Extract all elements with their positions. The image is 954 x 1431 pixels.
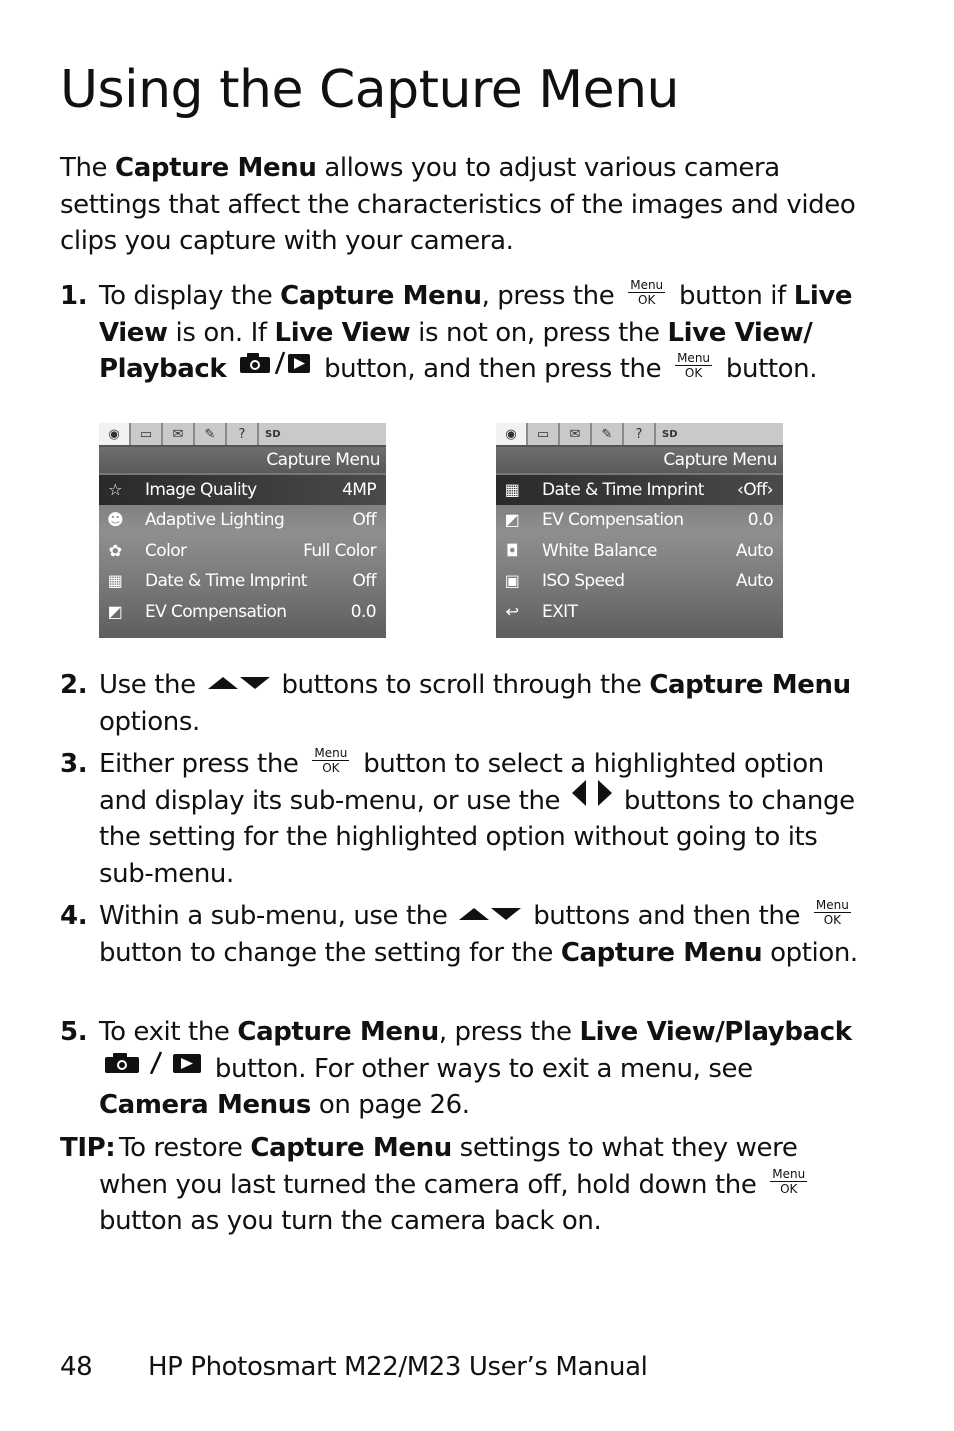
- step-number: 3.: [60, 749, 88, 779]
- step-number: 5.: [60, 1017, 88, 1047]
- menu-ok-icon: Menu OK: [815, 898, 849, 927]
- ev-compensation-icon: ◩: [504, 510, 520, 530]
- menu-row: ◩ EV Compensation 0.0: [99, 597, 386, 627]
- live-view-playback-icon: [103, 1048, 203, 1085]
- white-balance-icon: ◘: [505, 540, 519, 560]
- menu-tabs: [496, 423, 783, 447]
- color-icon: ✿: [108, 540, 122, 560]
- menu-row: ☆ Image Quality 4MP: [99, 475, 386, 505]
- ev-compensation-icon: ◩: [107, 601, 123, 621]
- menu-list: [99, 475, 386, 638]
- menu-ok-icon: Menu OK: [630, 278, 664, 307]
- menu-row: ◘ White Balance Auto: [496, 536, 783, 566]
- date-imprint-icon: ▦: [107, 571, 123, 591]
- live-view-playback-icon: [238, 348, 312, 385]
- menu-row: ▣ ISO Speed Auto: [496, 566, 783, 596]
- up-down-arrows-icon: [459, 895, 521, 932]
- step-2: 2. Use the buttons to scroll through the Capture Menu options.: [60, 667, 860, 740]
- step-3: 3. Either press the Menu OK button to select a highlighted option and display its sub-menu, or use the buttons to change the setting for the highlighted option without going to its sub-menu.: [60, 746, 855, 889]
- step-number: 1.: [60, 281, 88, 311]
- intro-paragraph: The Capture Menu allows you to adjust various camera settings that affect the characteristics of the images and video clips you capture with your camera.: [60, 153, 856, 256]
- playback-tab-icon: ▭: [131, 423, 163, 445]
- menu-row: ▦ Date & Time Imprint ‹Off›: [496, 475, 783, 505]
- exit-icon: ↩: [505, 601, 519, 621]
- menu-row: ↩ EXIT: [496, 597, 783, 627]
- step-5: 5. To exit the Capture Menu, press the Live View/Playback button. For other ways to exit a menu, see Camera Menus on page 26.: [60, 1014, 860, 1124]
- step-number: 4.: [60, 901, 88, 931]
- menu-ok-icon: Menu OK: [677, 351, 711, 380]
- iso-icon: ▣: [504, 571, 520, 591]
- menu-row: ◩ EV Compensation 0.0: [496, 505, 783, 535]
- share-tab-icon: ✉: [163, 423, 195, 445]
- setup-tab-icon: ✎: [592, 423, 624, 445]
- tip: TIP: To restore Capture Menu settings to what they were when you last turned the camera off, hold down the Menu OK button as you turn the camera back on.: [60, 1130, 860, 1240]
- menu-tabs: [99, 423, 386, 447]
- menu-ok-icon: Menu OK: [772, 1166, 806, 1196]
- date-imprint-icon: ▦: [504, 480, 520, 499]
- menu-ok-icon: Menu OK: [314, 746, 348, 775]
- setup-tab-icon: ✎: [195, 423, 227, 445]
- capture-menu-screen-1: [99, 423, 386, 638]
- help-tab-icon: ?: [624, 423, 656, 445]
- step-number: 2.: [60, 670, 88, 700]
- camera-tab-icon: ◉: [496, 423, 528, 445]
- screen-header: Capture Menu: [496, 447, 783, 473]
- screen-header: Capture Menu: [99, 447, 386, 473]
- capture-menu-screen-2: [496, 423, 783, 638]
- camera-tab-icon: ◉: [99, 423, 131, 445]
- manual-title: HP Photosmart M22/M23 User’s Manual: [148, 1352, 648, 1382]
- page-number: 48: [60, 1352, 93, 1382]
- playback-tab-icon: ▭: [528, 423, 560, 445]
- menu-row: ☻ Adaptive Lighting Off: [99, 505, 386, 535]
- step-1: 1. To display the Capture Menu, press the Menu OK button if Live View is on. If Live View is not on, press the Live View/ Playback button, and then press the Menu OK button.: [60, 278, 853, 384]
- menu-list: [496, 475, 783, 638]
- page-title: Using the Capture Menu: [60, 60, 680, 120]
- sd-card-icon: SD: [662, 428, 678, 440]
- tip-label: TIP:: [60, 1133, 116, 1163]
- help-tab-icon: ?: [227, 423, 259, 445]
- up-down-arrows-icon: [208, 664, 270, 701]
- star-icon: ☆: [108, 480, 122, 499]
- adaptive-lighting-icon: ☻: [106, 510, 124, 530]
- step-4: 4. Within a sub-menu, use the buttons and then the Menu OK button to change the setting for the Capture Menu option.: [60, 898, 860, 971]
- share-tab-icon: ✉: [560, 423, 592, 445]
- sd-card-icon: SD: [265, 428, 281, 440]
- menu-row: ▦ Date & Time Imprint Off: [99, 566, 386, 596]
- left-right-arrows-icon: [572, 780, 612, 817]
- menu-row: ✿ Color Full Color: [99, 536, 386, 566]
